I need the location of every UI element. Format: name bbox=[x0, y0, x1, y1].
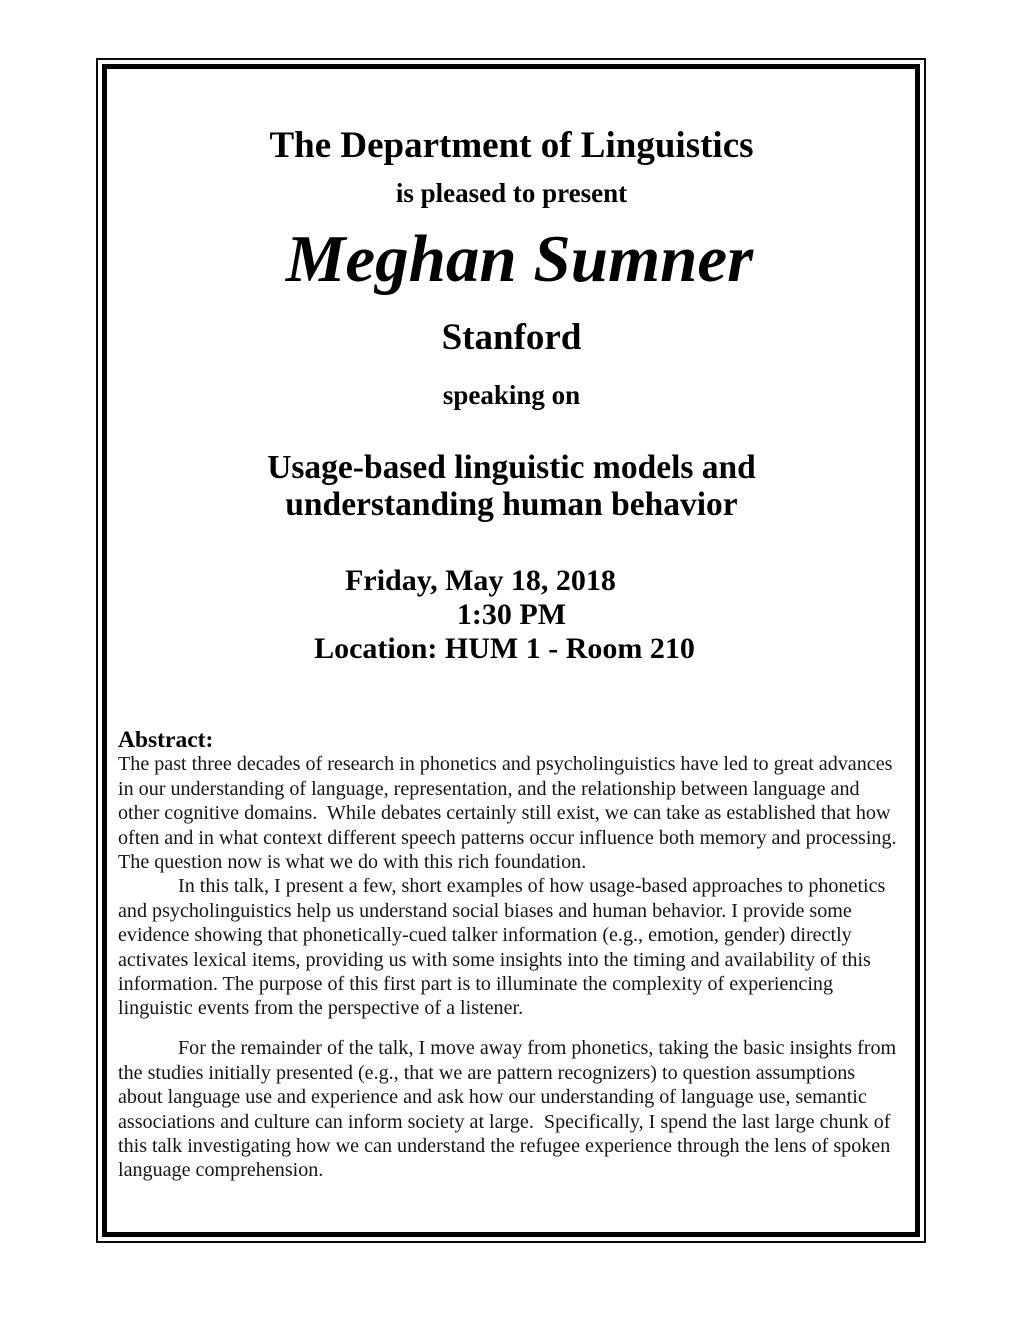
department-title: The Department of Linguistics bbox=[269, 125, 754, 166]
talk-title-line-2: understanding human behavior bbox=[285, 485, 738, 523]
flyer-double-border bbox=[96, 58, 926, 1243]
event-date: Friday, May 18, 2018 bbox=[345, 564, 616, 597]
event-details bbox=[118, 564, 905, 666]
flyer-content bbox=[107, 125, 915, 1288]
abstract-heading: Abstract: bbox=[118, 727, 214, 753]
speaking-on-line: speaking on bbox=[442, 380, 581, 410]
abstract-paragraph-1: The past three decades of research in phonetics and psycholinguistics have led to great advances in our understanding of language, representation, and the relationship between language and other cognitive domains. While debates certainly still exist, we can take as established that how often and in what context different speech patterns occur influence both memory and processing. The question now is what we do with this rich foundation. bbox=[118, 753, 907, 874]
abstract-paragraph-3: For the remainder of the talk, I move away from phonetics, taking the basic insights from the studies initially presented (e.g., that we are pattern recognizers) to question assumptions about language use and experience and ask how our understanding of language use, semantic associations and culture can inform society at large. Specifically, I spend the last large chunk of this talk investigating how we can understand the refugee experience through the lens of spoken language comprehension. bbox=[118, 1037, 902, 1182]
flyer-inner-border bbox=[102, 64, 920, 1237]
speaker-affiliation: Stanford bbox=[441, 317, 582, 358]
speaker-name: Meghan Sumner bbox=[285, 222, 754, 296]
event-time: 1:30 PM bbox=[456, 598, 567, 631]
talk-title bbox=[118, 450, 905, 523]
event-location: Location: HUM 1 - Room 210 bbox=[314, 632, 695, 665]
intro-line: is pleased to present bbox=[395, 178, 628, 208]
talk-title-line-1: Usage-based linguistic models and bbox=[267, 449, 756, 486]
abstract-paragraph-2: In this talk, I present a few, short examples of how usage-based approaches to phonetics and psycholinguistics help us understand social biases and human behavior. I provide some evidence showing that phonetically-cued talker information (e.g., emotion, gender) directly activates lexical items, providing us with some insights into the timing and availability of this information. The purpose of this first part is to illuminate the complexity of experiencing linguistic events from the perspective of a listener. bbox=[118, 875, 891, 1020]
abstract-section bbox=[118, 727, 907, 1183]
